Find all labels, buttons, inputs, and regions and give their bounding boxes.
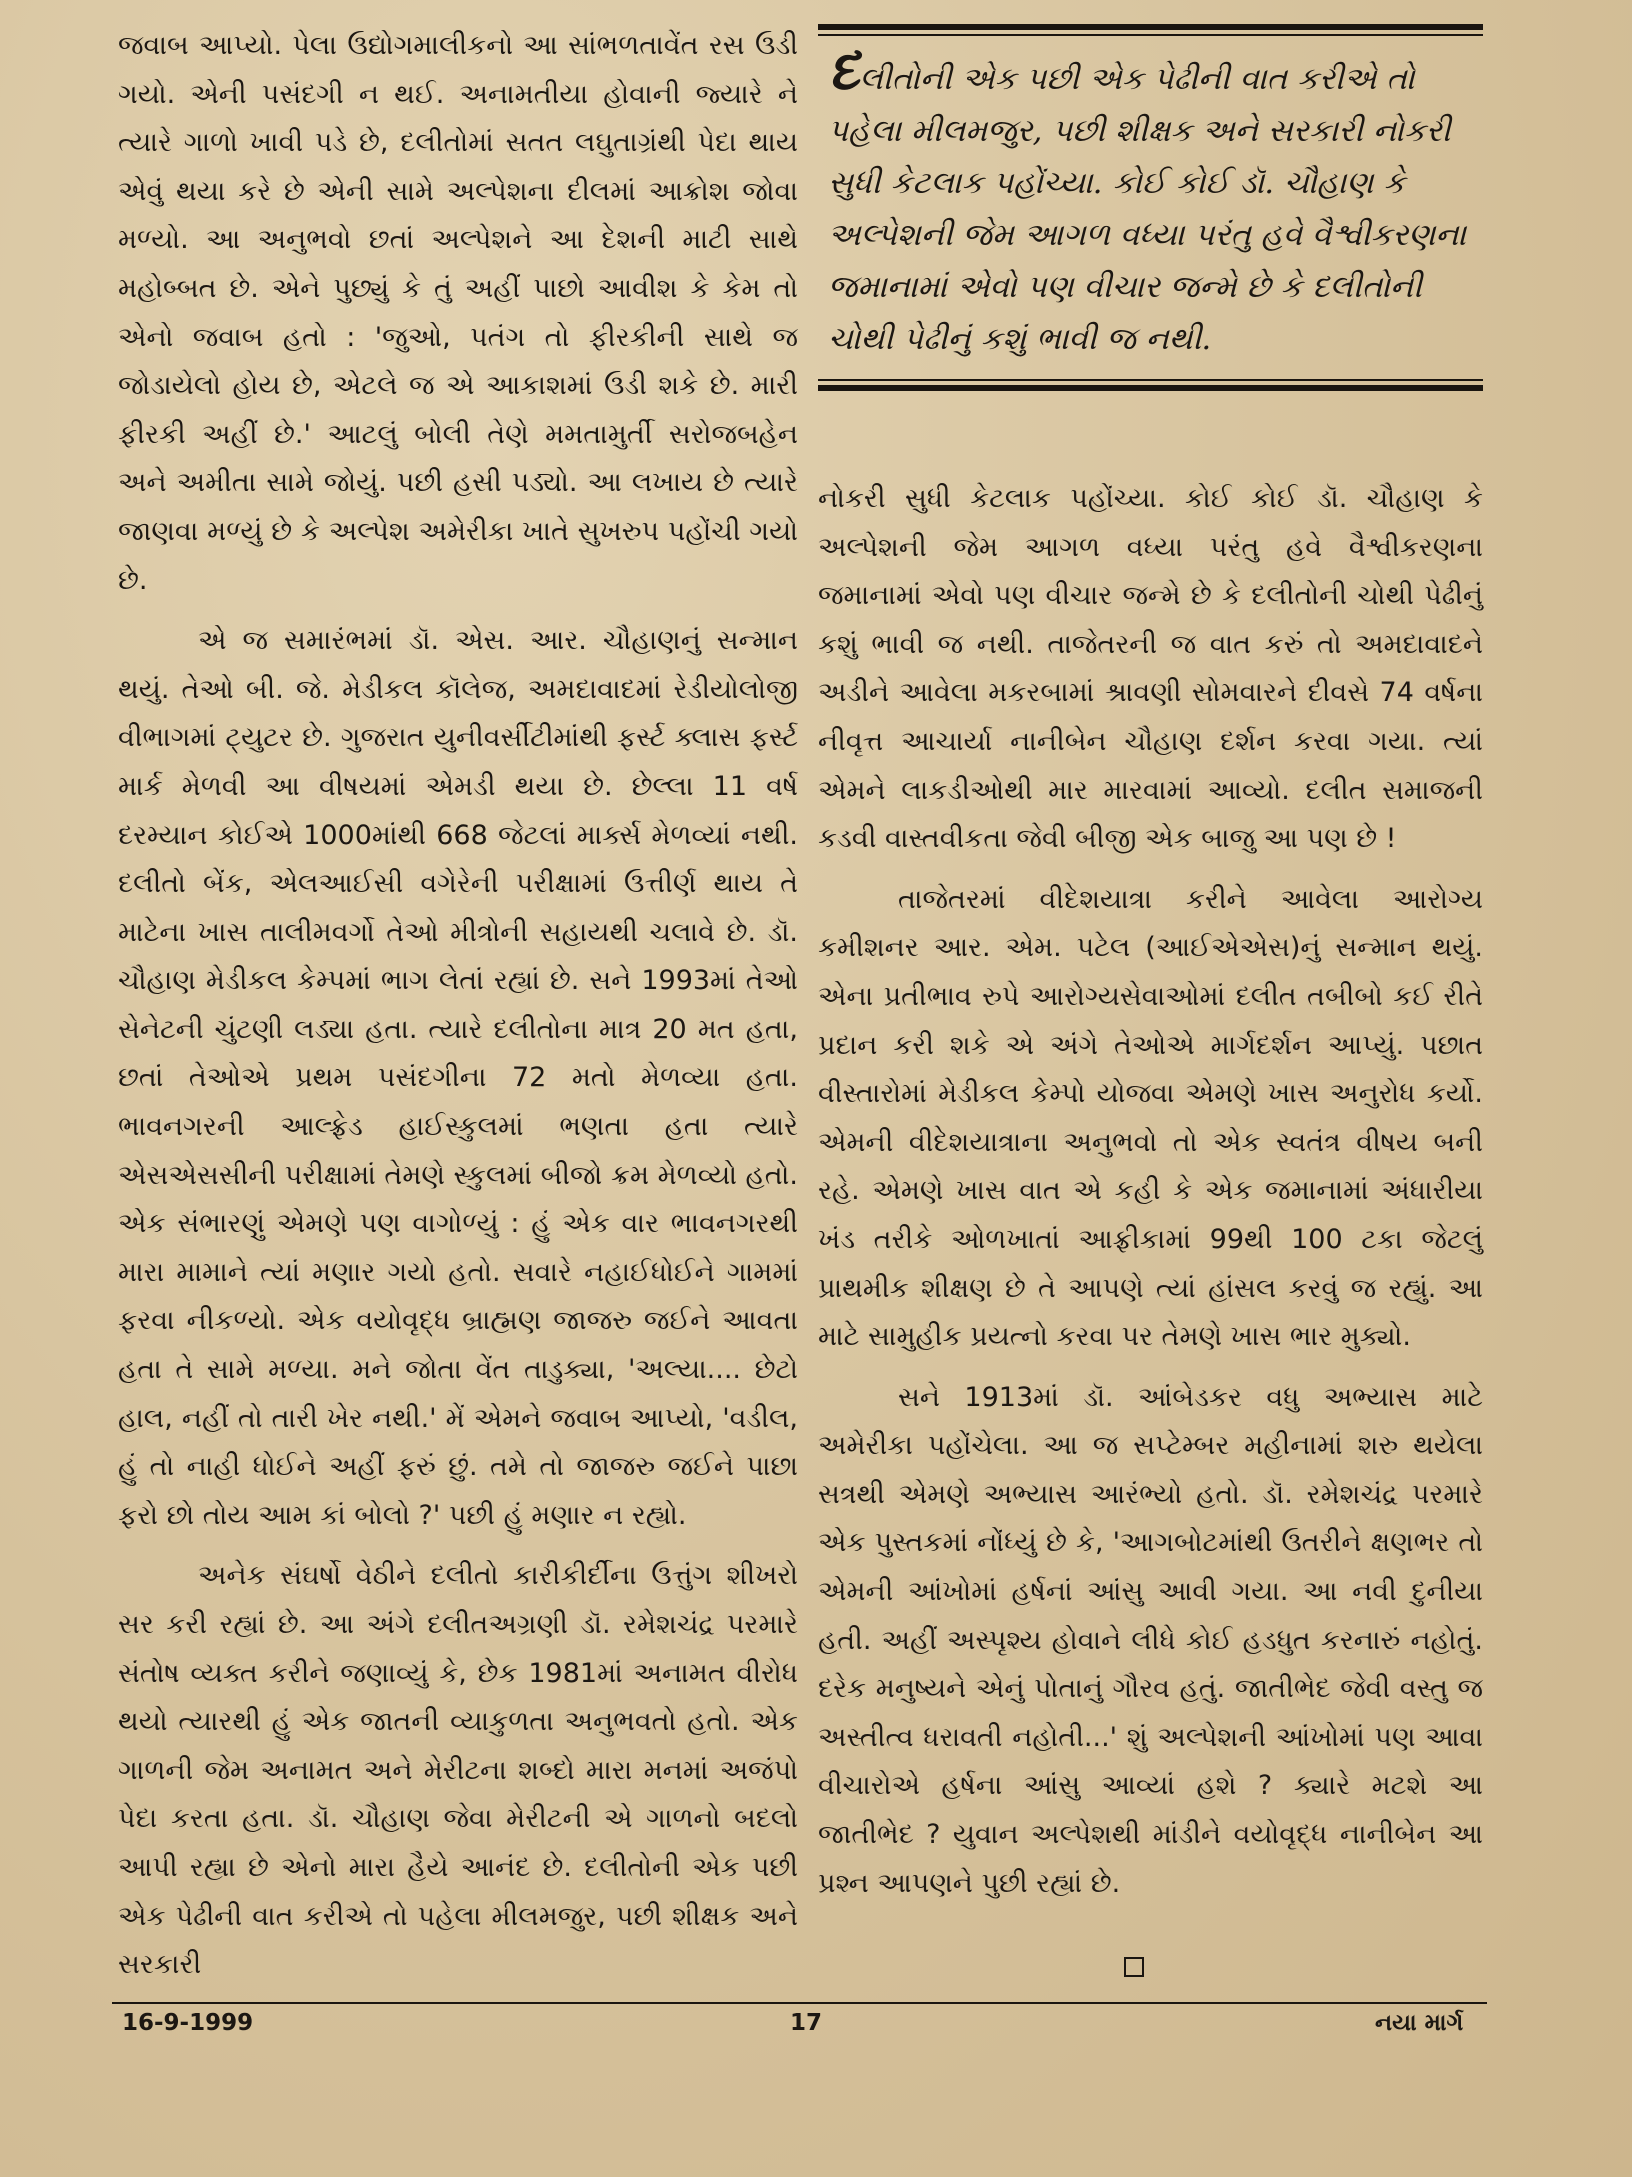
pull-quote-top-rule — [818, 24, 1483, 30]
page-number: 17 — [790, 2010, 823, 2036]
pull-quote-bottom-rule — [818, 385, 1483, 391]
left-column — [118, 22, 798, 1990]
paragraph: અનેક સંઘર્ષો વેઠીને દલીતો કારીકીર્દીના ઉત્તુંગ શીખરો સર કરી રહ્યાં છે. આ અંગે દલીતઅગ્રણી ડૉ. રમેશચંદ્ર પરમારે સંતોષ વ્યક્ત કરીને જણાવ્યું કે, છેક 1981માં અનામત વીરોધ થયો ત્યારથી હું એક જાતની વ્યાકુળતા અનુભવતો હતો. એક ગાળની જેમ અનામત અને મેરીટના શબ્દો મારા મનમાં અજંપો પેદા કરતા હતા. ડૉ. ચૌહાણ જેવા મેરીટની એ ગાળનો બદલો આપી રહ્યા છે એનો મારા હૈયે આનંદ છે. દલીતોની એક પછી એક પેઢીની વાત કરીએ તો પહેલા મીલમજુર, પછી શીક્ષક અને સરકારી — [118, 1560, 798, 1981]
paragraph: સને 1913માં ડૉ. આંબેડકર વધુ અભ્યાસ માટે અમેરીકા પહોંચેલા. આ જ સપ્ટેમ્બર મહીનામાં શરુ થયેલા સત્રથી એમણે અભ્યાસ આરંભ્યો હતો. ડૉ. રમેશચંદ્ર પરમારે એક પુસ્તકમાં નોંધ્યું છે કે, 'આગબોટમાંથી ઉતરીને ક્ષણભર તો એમની આંખોમાં હર્ષનાં આંસુ આવી ગયા. આ નવી દુનીયા હતી. અહીં અસ્પૃશ્ય હોવાને લીધે કોઈ હડધુત કરનારું નહોતું. દરેક મનુષ્યને એનું પોતાનું ગૌરવ હતું. જાતીભેદ જેવી વસ્તુ જ અસ્તીત્વ ધરાવતી નહોતી...' શું અલ્પેશની આંખોમાં પણ આવા વીચારોએ હર્ષના આંસુ આવ્યાં હશે ? ક્યારે મટશે આ જાતીભેદ ? યુવાન અલ્પેશથી માંડીને વયોવૃદ્ધ નાનીબેન આ પ્રશ્ન આપણને પુછી રહ્યાં છે. — [818, 1381, 1483, 1899]
paragraph: જવાબ આપ્યો. પેલા ઉદ્યોગમાલીકનો આ સાંભળતાવેંત રસ ઉડી ગયો. એની પસંદગી ન થઈ. અનામતીયા હોવાની જ્યારે ને ત્યારે ગાળો ખાવી પડે છે, દલીતોમાં સતત લઘુતાગ્રંથી પેદા થાય એવું થયા કરે છે એની સામે અલ્પેશના દીલમાં આક્રોશ જોવા મળ્યો. આ અનુભવો છતાં અલ્પેશને આ દેશની માટી સાથે મહોબ્બત છે. એને પુછ્યું કે તું અહીં પાછો આવીશ કે કેમ તો એનો જવાબ હતો : 'જુઓ, પતંગ તો ફીરકીની સાથે જ જોડાયેલો હોય છે, એટલે જ એ આકાશમાં ઉડી શકે છે. મારી ફીરકી અહીં છે.' આટલું બોલી તેણે મમતામુર્તી સરોજબહેન અને અમીતા સામે જોયું. પછી હસી પડ્યો. આ લખાય છે ત્યારે જાણવા મળ્યું છે કે અલ્પેશ અમેરીકા ખાતે સુખરુપ પહોંચી ગયો છે. — [118, 30, 798, 596]
pull-quote-bottom-rule-thin — [818, 379, 1483, 381]
pull-quote — [818, 24, 1483, 456]
pull-quote-text — [828, 37, 1479, 365]
paragraph: એ જ સમારંભમાં ડૉ. એસ. આર. ચૌહાણનું સન્માન થયું. તેઓ બી. જે. મેડીકલ કૉલેજ, અમદાવાદમાં રેડીયોલોજી વીભાગમાં ટ્યુટર છે. ગુજરાત યુનીવર્સીટીમાંથી ફર્સ્ટ ક્લાસ ફર્સ્ટ માર્ક મેળવી આ વીષયમાં એમડી થયા છે. છેલ્લા 11 વર્ષ દરમ્યાન કોઈએ 1000માંથી 668 જેટલાં માર્ક્સ મેળવ્યાં નથી. દલીતો બેંક, એલઆઈસી વગેરેની પરીક્ષામાં ઉત્તીર્ણ થાય તે માટેના ખાસ તાલીમવર્ગો તેઓ મીત્રોની સહાયથી ચલાવે છે. ડૉ. ચૌહાણ મેડીકલ કેમ્પમાં ભાગ લેતાં રહ્યાં છે. સને 1993માં તેઓ સેનેટની ચુંટણી લડ્યા હતા. ત્યારે દલીતોના માત્ર 20 મત હતા, છતાં તેઓએ પ્રથમ પસંદગીના 72 મતો મેળવ્યા હતા. ભાવનગરની આલ્ફ્રેડ હાઈસ્કુલમાં ભણતા હતા ત્યારે એસએસસીની પરીક્ષામાં તેમણે સ્કુલમાં બીજો ક્રમ મેળવ્યો હતો. એક સંભારણું એમણે પણ વાગોળ્યું : હું એક વાર ભાવનગરથી મારા મામાને ત્યાં મણાર ગયો હતો. સવારે નહાઈધોઈને ગામમાં ફરવા નીકળ્યો. એક વયોવૃદ્ધ બ્રાહ્મણ જાજરુ જઈને આવતા હતા તે સામે મળ્યા. મને જોતા વેંત તાડુક્યા, 'અલ્યા.... છેટો હાલ, નહીં તો તારી ખેર નથી.' મેં એમને જવાબ આપ્યો, 'વડીલ, હું તો નાહી ધોઈને અહીં ફરું છું. તમે તો જાજરુ જઈને પાછા ફરો છો તોય આમ કાં બોલો ?' પછી હું મણાર ન રહ્યો. — [118, 625, 799, 1531]
pull-quote-top-rule-thin — [818, 34, 1483, 36]
pull-quote-dropcap: દ — [828, 37, 860, 103]
magazine-name: નયા માર્ગ — [1375, 2010, 1464, 2036]
footer-date: 16-9-1999 — [122, 2010, 254, 2036]
right-column — [818, 475, 1483, 1908]
footer-rule — [112, 2002, 1487, 2004]
paragraph: તાજેતરમાં વીદેશયાત્રા કરીને આવેલા આરોગ્ય કમીશનર આર. એમ. પટેલ (આઈએએસ)નું સન્માન થયું. એના પ્રતીભાવ રુપે આરોગ્યસેવાઓમાં દલીત તબીબો કઈ રીતે પ્રદાન કરી શકે એ અંગે તેઓએ માર્ગદર્શન આપ્યું. પછાત વીસ્તારોમાં મેડીકલ કેમ્પો યોજવા એમણે ખાસ અનુરોધ કર્યો. એમની વીદેશયાત્રાના અનુભવો તો એક સ્વતંત્ર વીષય બની રહે. એમણે ખાસ વાત એ કહી કે એક જમાનામાં અંધારીયા ખંડ તરીકે ઓળખાતાં આફ્રીકામાં 99થી 100 ટકા જેટલું પ્રાથમીક શીક્ષણ છે તે આપણે ત્યાં હાંસલ કરવું જ રહ્યું. આ માટે સામુહીક પ્રયત્નો કરવા પર તેમણે ખાસ ભાર મુક્યો. — [818, 883, 1483, 1353]
paragraph: નોકરી સુધી કેટલાક પહોંચ્યા. કોઈ કોઈ ડૉ. ચૌહાણ કે અલ્પેશની જેમ આગળ વધ્યા પરંતુ હવે વૈશ્વીકરણના જમાનામાં એવો પણ વીચાર જન્મે છે કે દલીતોની ચોથી પેઢીનું કશું ભાવી જ નથી. તાજેતરની જ વાત કરું તો અમદાવાદને અડીને આવેલા મકરબામાં શ્રાવણી સોમવારને દીવસે 74 વર્ષના નીવૃત્ત આચાર્યા નાનીબેન ચૌહાણ દર્શન કરવા ગયા. ત્યાં એમને લાકડીઓથી માર મારવામાં આવ્યો. દલીત સમાજની કડવી વાસ્તવીકતા જેવી બીજી એક બાજુ આ પણ છે ! — [818, 483, 1483, 855]
end-of-article-mark — [1124, 1957, 1144, 1977]
pull-quote-body: લીતોની એક પછી એક પેઢીની વાત કરીએ તો પહેલા મીલમજુર, પછી શીક્ષક અને સરકારી નોકરી સુધી કેટલાક પહોંચ્યા. કોઈ કોઈ ડૉ. ચૌહાણ કે અલ્પેશની જેમ આગળ વધ્યા પરંતુ હવે વૈશ્વીકરણના જમાનામાં એવો પણ વીચાર જન્મે છે કે દલીતોની ચોથી પેઢીનું કશું ભાવી જ નથી. — [828, 61, 1467, 357]
